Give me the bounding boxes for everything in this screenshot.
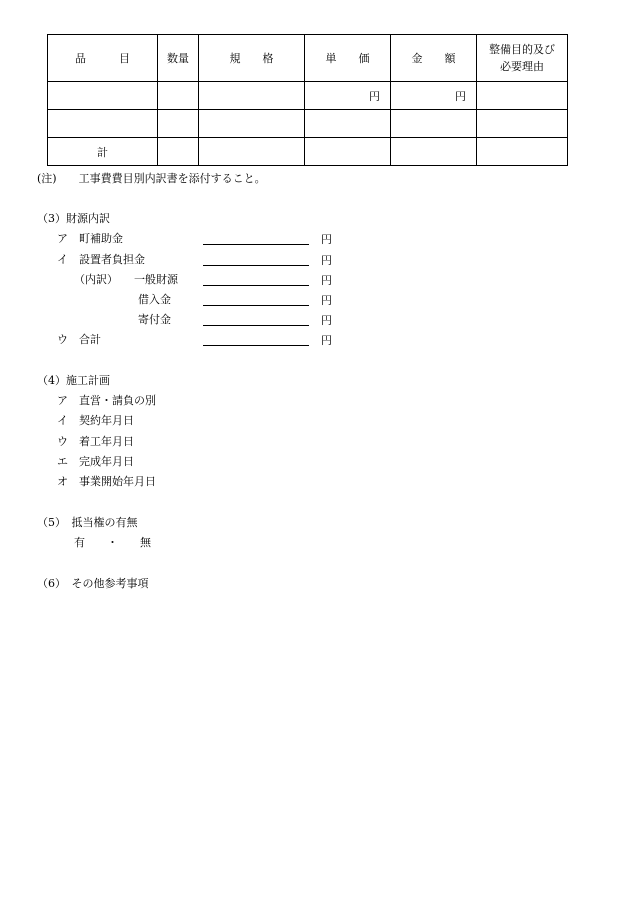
cell-quantity[interactable]	[158, 82, 199, 110]
table-header-row	[48, 35, 568, 82]
general-funds-blank-line[interactable]	[203, 285, 309, 286]
total-blank-line[interactable]	[203, 345, 309, 346]
cell-unit-price[interactable]	[305, 110, 391, 138]
cell-item[interactable]	[48, 82, 158, 110]
breakdown-label: （内訳）	[74, 273, 118, 286]
section5-heading: （5） 抵当権の有無	[37, 516, 138, 529]
header-purpose-line1: 整備目的及び	[489, 43, 555, 56]
section6-heading: （6） その他参考事項	[37, 577, 149, 590]
table-note: (注) 工事費費目別内訳書を添付すること。	[37, 172, 266, 185]
cell-amount[interactable]	[391, 110, 477, 138]
header-quantity: 数量	[158, 35, 199, 82]
donation-label: 寄付金	[138, 313, 171, 326]
borrowing-yen: 円	[321, 294, 332, 307]
header-amount: 金 額	[391, 35, 477, 82]
owner-share-blank-line[interactable]	[203, 265, 309, 266]
header-purpose	[477, 35, 568, 82]
table-total-row	[48, 138, 568, 166]
borrowing-label: 借入金	[138, 293, 171, 306]
cell-unit-price-yen[interactable]: 円	[305, 82, 391, 110]
cell-spec[interactable]	[199, 110, 305, 138]
cell-quantity[interactable]	[158, 110, 199, 138]
plan-item-method: ア 直営・請負の別	[57, 394, 156, 407]
cell-purpose[interactable]	[477, 82, 568, 110]
total-label: ウ 合計	[57, 333, 101, 346]
general-funds-yen: 円	[321, 274, 332, 287]
cell-quantity[interactable]	[158, 138, 199, 166]
cell-amount-yen[interactable]: 円	[391, 82, 477, 110]
cell-spec[interactable]	[199, 82, 305, 110]
subsidy-yen: 円	[321, 233, 332, 246]
table-row	[48, 82, 568, 110]
plan-item-contract-date: イ 契約年月日	[57, 414, 134, 427]
subsidy-blank-line[interactable]	[203, 244, 309, 245]
general-funds-label: 一般財源	[134, 273, 178, 286]
cell-item[interactable]	[48, 110, 158, 138]
plan-item-operation-date: オ 事業開始年月日	[57, 475, 156, 488]
cell-unit-price[interactable]	[305, 138, 391, 166]
header-purpose-line2: 必要理由	[500, 60, 544, 73]
cell-total-label: 計	[48, 138, 158, 166]
donation-yen: 円	[321, 314, 332, 327]
header-spec: 規 格	[199, 35, 305, 82]
header-item: 品 目	[48, 35, 158, 82]
plan-item-start-date: ウ 着工年月日	[57, 435, 134, 448]
section3-heading: （3）財源内訳	[37, 212, 110, 225]
total-yen: 円	[321, 334, 332, 347]
owner-share-label: イ 設置者負担金	[57, 253, 145, 266]
cell-spec[interactable]	[199, 138, 305, 166]
plan-item-completion-date: エ 完成年月日	[57, 455, 134, 468]
table-row	[48, 110, 568, 138]
donation-blank-line[interactable]	[203, 325, 309, 326]
subsidy-label: ア 町補助金	[57, 232, 123, 245]
cell-amount[interactable]	[391, 138, 477, 166]
cell-purpose[interactable]	[477, 138, 568, 166]
cell-purpose[interactable]	[477, 110, 568, 138]
borrowing-blank-line[interactable]	[203, 305, 309, 306]
mortgage-choice[interactable]: 有 ・ 無	[74, 536, 151, 549]
owner-share-yen: 円	[321, 254, 332, 267]
section4-heading: （4）施工計画	[37, 374, 110, 387]
budget-table	[47, 34, 568, 166]
header-unit-price: 単 価	[305, 35, 391, 82]
